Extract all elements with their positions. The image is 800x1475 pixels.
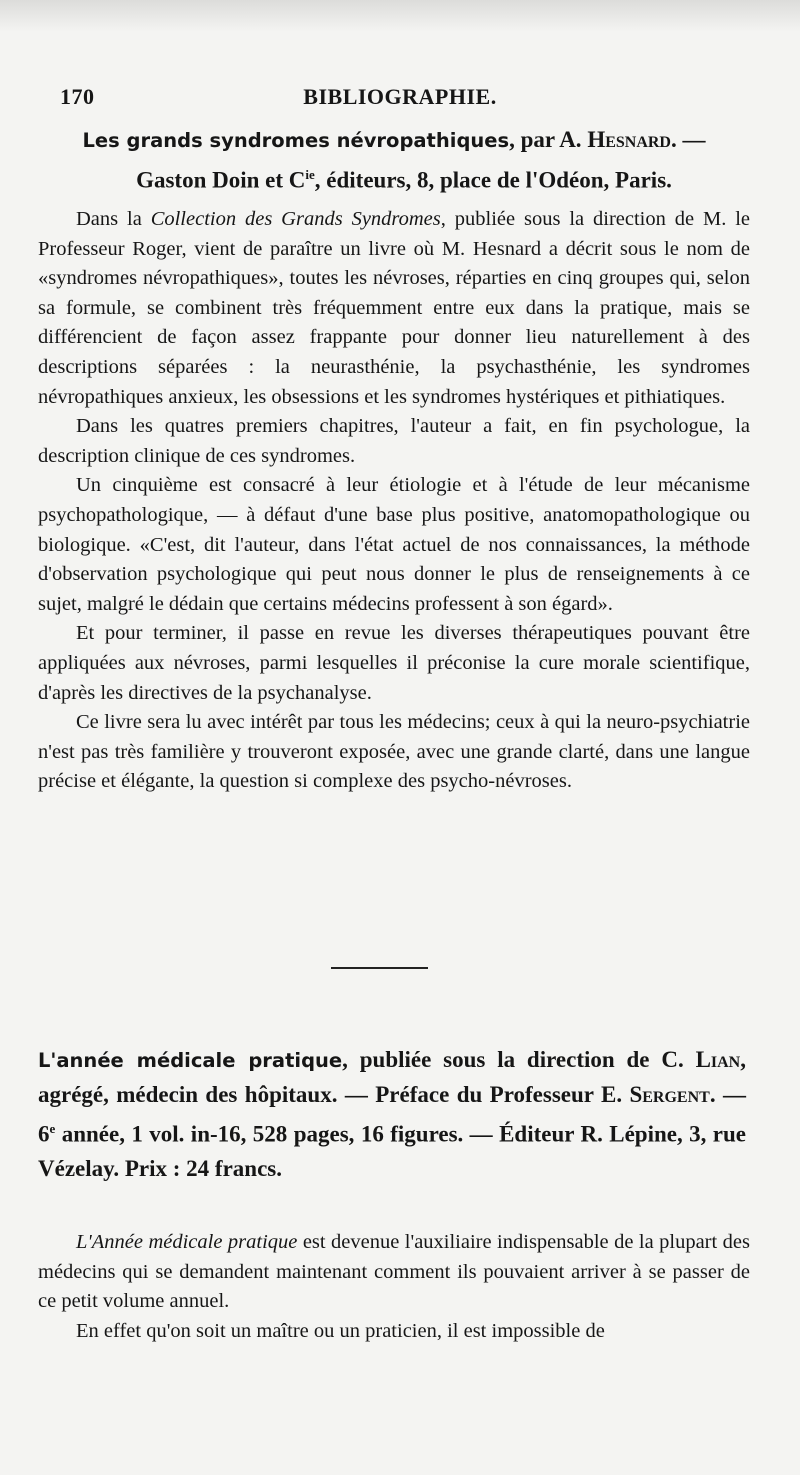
review-1-paragraph-5: Ce livre sera lu avec intérêt par tous les médecins; ceux à qui la neuro-psychiatrie n'est pas très familière y trouveront exposée, avec une grande clarté, dans une langue précise et élégante, la question si complexe des psycho-névroses.	[38, 711, 750, 793]
review-2-paragraph-2: En effet qu'on soit un maître ou un praticien, il est impossible de	[76, 1319, 605, 1342]
review-1-body	[38, 205, 750, 797]
review-1-publisher-sup: ie	[305, 167, 315, 182]
collection-title: Collection des Grands Syndromes	[150, 208, 441, 230]
review-2-body	[38, 1228, 750, 1346]
review-2-title: L'année médicale pratique	[38, 1049, 343, 1072]
review-1-by: , par A.	[509, 127, 588, 152]
review-2-italic-title: L'Année médicale pratique	[76, 1231, 298, 1253]
section-divider	[331, 967, 428, 969]
review-1-heading	[44, 123, 744, 198]
review-2-preface-author: Sergent	[629, 1082, 710, 1107]
review-1-after-author: . —	[671, 127, 706, 152]
review-1-paragraph-1: Dans la Collection des Grands Syndromes, publiée sous la direction de M. le Professeur Roger, vient de paraître un livre où M. Hesnard a décrit sous le nom de «syndromes névropathiques», toutes les névroses, réparties en cinq groupes qui, selon sa formule, se combinent très fréquemment entre eux dans la pratique, mais se différencient de façon assez frappante pour donner lieu naturellement à des descriptions séparées : la neurasthénie, la psychasthénie, les syndromes névropathiques anxieux, les obsessions et les syndromes hystériques et pithiatiques.	[38, 208, 750, 408]
running-title: BIBLIOGRAPHIE.	[303, 84, 497, 109]
review-1-paragraph-2: Dans les quatres premiers chapitres, l'auteur a fait, en fin psychologue, la description clinique de ces syndromes.	[38, 415, 750, 467]
review-1-publisher: Gaston Doin et C	[136, 167, 306, 193]
review-1-title: Les grands syndromes névropathiques	[82, 129, 510, 152]
review-2-editor: Lian	[695, 1047, 741, 1072]
review-1-paragraph-3: Un cinquième est consacré à leur étiologie et à l'étude de leur mécanisme psychopathologique, — à défaut d'une base plus positive, anatomopathologique ou biologique. «C'est, dit l'auteur, dans l'état actuel de nos connaissances, la méthode d'observation psychologique qui peut nous donner le plus de renseignements à ce sujet, malgré le dédain que certains médecins professent à son égard».	[38, 474, 750, 615]
page-number: 170	[60, 84, 95, 109]
review-1-publisher-rest: , éditeurs, 8, place de l'Odéon, Paris.	[314, 167, 672, 193]
review-1-paragraph-4: Et pour terminer, il passe en revue les diverses thérapeutiques pouvant être appliquées aux névroses, parmi lesquelles il préconise la cure morale scientifique, d'après les directives de la psychanalyse.	[38, 622, 750, 704]
review-2-paragraph-1: L'Année médicale pratique est devenue l'auxiliaire indispensable de la plupart des médecins qui se demandent maintenant comment ils pouvaient arriver à se passer de ce petit volume annuel.	[38, 1231, 750, 1313]
review-2-heading: L'année médicale pratique, publiée sous la direction de C. Lian, agrégé, médecin des hôpitaux. — Préface du Professeur E. Sergent. — 6e année, 1 vol. in-16, 528 pages, 16 figures. — Éditeur R. Lépine, 3, rue Vézelay. Prix : 24 francs.	[38, 1047, 746, 1181]
scan-edge	[0, 0, 800, 32]
review-1-author: Hesnard	[587, 127, 671, 152]
